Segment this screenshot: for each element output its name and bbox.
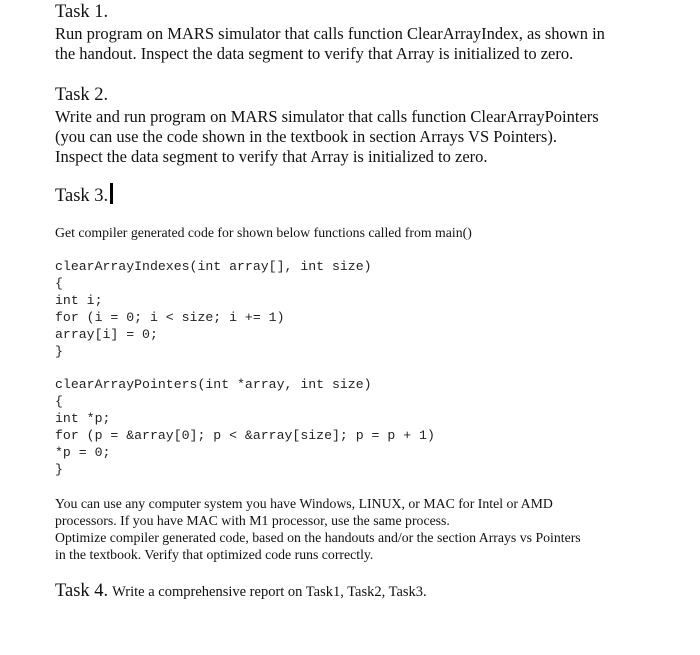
task2-line-3: Inspect the data segment to verify that Array is initialized to zero.: [55, 147, 488, 166]
code-line: *p = 0;: [55, 445, 111, 460]
code-line: int i;: [55, 293, 103, 308]
task3-section: [55, 183, 113, 207]
code-line: for (i = 0; i < size; i += 1): [55, 310, 285, 325]
task4-label: Task 4.: [55, 581, 109, 601]
note-line-3: Optimize compiler generated code, based on the handouts and/or the section Arrays vs Pointers: [55, 530, 581, 545]
note-line-1: You can use any computer system you have Windows, LINUX, or MAC for Intel or AMD: [55, 496, 553, 511]
task4-text: Write a comprehensive report on Task1, Task2, Task3.: [112, 584, 427, 600]
task3-title: [55, 183, 113, 207]
task3-intro: Get compiler generated code for shown below functions called from main(): [55, 225, 472, 240]
task3-notes: [55, 495, 581, 563]
code-line: clearArrayIndexes(int array[], int size): [55, 259, 372, 274]
task3-title-text: Task 3.: [55, 186, 109, 206]
code-line: array[i] = 0;: [55, 327, 158, 342]
task4-section: [55, 580, 427, 603]
text-cursor: [110, 183, 113, 204]
code-line: clearArrayPointers(int *array, int size): [55, 377, 372, 392]
code-line: {: [55, 276, 63, 291]
code-block-clear-array-pointers: [55, 376, 435, 478]
task1-line-1: Run program on MARS simulator that calls function ClearArrayIndex, as shown in: [55, 24, 605, 43]
task2-title: Task 2.: [55, 85, 109, 105]
code-block-clear-array-indexes: [55, 258, 372, 360]
code-line: {: [55, 394, 63, 409]
task1-section: [55, 2, 605, 64]
code-line: int *p;: [55, 411, 111, 426]
code-line: }: [55, 344, 63, 359]
code-line: }: [55, 462, 63, 477]
note-line-4: in the textbook. Verify that optimized code runs correctly.: [55, 547, 374, 562]
task1-title: Task 1.: [55, 2, 109, 22]
task1-line-2: the handout. Inspect the data segment to verify that Array is initialized to zero.: [55, 44, 574, 63]
task2-section: [55, 85, 599, 167]
note-line-2: processors. If you have MAC with M1 processor, use the same process.: [55, 513, 450, 528]
task2-line-2: (you can use the code shown in the textbook in section Arrays VS Pointers).: [55, 127, 557, 146]
task2-line-1: Write and run program on MARS simulator that calls function ClearArrayPointers: [55, 107, 599, 126]
code-line: for (p = &array[0]; p < &array[size]; p = p + 1): [55, 428, 435, 443]
